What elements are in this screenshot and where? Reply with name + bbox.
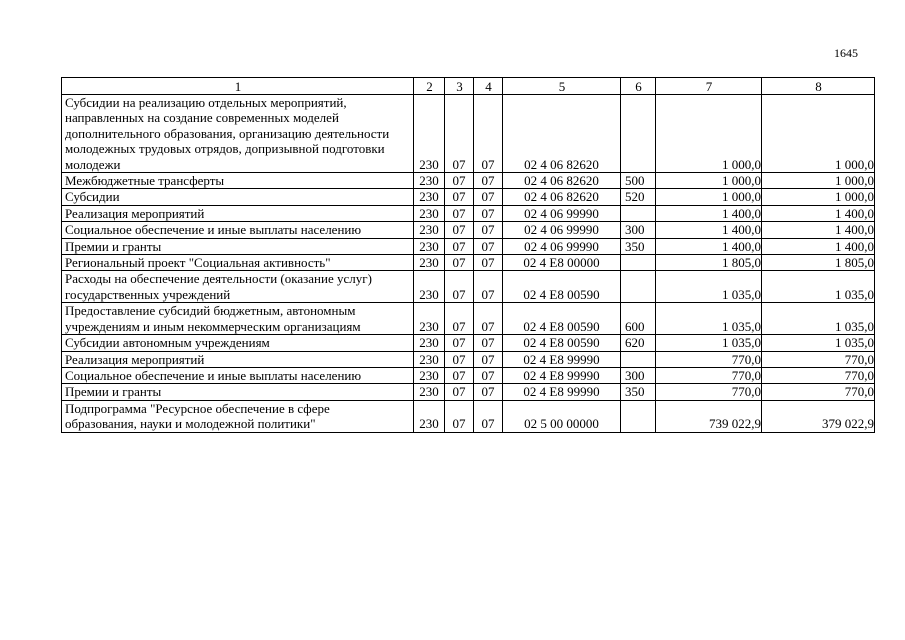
- row-expense-type-cell: 600: [621, 303, 656, 335]
- header-cell-3: 3: [445, 78, 474, 95]
- row-section-cell: 07: [445, 335, 474, 351]
- header-cell-4: 4: [474, 78, 503, 95]
- row-amount-1-cell: 1 035,0: [656, 303, 762, 335]
- row-name-cell: Межбюджетные трансферты: [62, 173, 414, 189]
- row-expense-type-cell: 350: [621, 238, 656, 254]
- row-amount-1-cell: 1 035,0: [656, 271, 762, 303]
- row-amount-1-cell: 770,0: [656, 367, 762, 383]
- row-section-cell: 07: [445, 255, 474, 271]
- row-admin-code-cell: 230: [414, 255, 445, 271]
- row-amount-2-cell: 1 035,0: [762, 335, 875, 351]
- row-section-cell: 07: [445, 95, 474, 173]
- row-target-article-cell: 02 4 E8 00590: [503, 271, 621, 303]
- row-amount-1-cell: 1 000,0: [656, 189, 762, 205]
- row-expense-type-cell: 300: [621, 367, 656, 383]
- row-section-cell: 07: [445, 351, 474, 367]
- row-amount-2-cell: 770,0: [762, 367, 875, 383]
- row-subsection-cell: 07: [474, 351, 503, 367]
- row-amount-2-cell: 1 805,0: [762, 255, 875, 271]
- header-cell-1: 1: [62, 78, 414, 95]
- row-expense-type-cell: [621, 400, 656, 432]
- row-section-cell: 07: [445, 173, 474, 189]
- row-expense-type-cell: [621, 351, 656, 367]
- row-admin-code-cell: 230: [414, 189, 445, 205]
- row-admin-code-cell: 230: [414, 367, 445, 383]
- table-row: [62, 271, 875, 303]
- row-amount-1-cell: 1 400,0: [656, 205, 762, 221]
- row-target-article-cell: 02 4 06 82620: [503, 189, 621, 205]
- row-name-cell: Субсидии автономным учреждениям: [62, 335, 414, 351]
- row-subsection-cell: 07: [474, 400, 503, 432]
- row-amount-2-cell: 770,0: [762, 384, 875, 400]
- row-admin-code-cell: 230: [414, 205, 445, 221]
- row-name-cell: Субсидии: [62, 189, 414, 205]
- header-cell-2: 2: [414, 78, 445, 95]
- row-expense-type-cell: 500: [621, 173, 656, 189]
- table-row: [62, 173, 875, 189]
- row-amount-1-cell: 739 022,9: [656, 400, 762, 432]
- row-amount-2-cell: 770,0: [762, 351, 875, 367]
- header-cell-6: 6: [621, 78, 656, 95]
- row-target-article-cell: 02 4 E8 00000: [503, 255, 621, 271]
- row-amount-2-cell: 1 000,0: [762, 173, 875, 189]
- row-expense-type-cell: [621, 255, 656, 271]
- row-amount-1-cell: 1 805,0: [656, 255, 762, 271]
- row-expense-type-cell: [621, 205, 656, 221]
- row-subsection-cell: 07: [474, 367, 503, 383]
- row-admin-code-cell: 230: [414, 222, 445, 238]
- table-row: [62, 222, 875, 238]
- table-row: [62, 384, 875, 400]
- row-subsection-cell: 07: [474, 95, 503, 173]
- row-section-cell: 07: [445, 367, 474, 383]
- row-section-cell: 07: [445, 400, 474, 432]
- row-amount-1-cell: 1 035,0: [656, 335, 762, 351]
- row-target-article-cell: 02 5 00 00000: [503, 400, 621, 432]
- row-subsection-cell: 07: [474, 384, 503, 400]
- row-admin-code-cell: 230: [414, 351, 445, 367]
- row-expense-type-cell: [621, 95, 656, 173]
- row-target-article-cell: 02 4 06 82620: [503, 95, 621, 173]
- row-amount-1-cell: 1 400,0: [656, 238, 762, 254]
- row-subsection-cell: 07: [474, 255, 503, 271]
- row-subsection-cell: 07: [474, 205, 503, 221]
- row-amount-1-cell: 1 000,0: [656, 95, 762, 173]
- row-admin-code-cell: 230: [414, 271, 445, 303]
- row-section-cell: 07: [445, 303, 474, 335]
- row-amount-2-cell: 1 000,0: [762, 95, 875, 173]
- header-row: [62, 78, 875, 95]
- row-name-cell: Социальное обеспечение и иные выплаты населению: [62, 222, 414, 238]
- row-section-cell: 07: [445, 384, 474, 400]
- row-target-article-cell: 02 4 06 99990: [503, 222, 621, 238]
- row-amount-1-cell: 1 000,0: [656, 173, 762, 189]
- row-name-cell: Региональный проект "Социальная активность": [62, 255, 414, 271]
- row-amount-2-cell: 1 400,0: [762, 238, 875, 254]
- row-section-cell: 07: [445, 189, 474, 205]
- row-name-cell: Расходы на обеспечение деятельности (оказание услуг) государственных учреждений: [62, 271, 414, 303]
- row-name-cell: Социальное обеспечение и иные выплаты населению: [62, 367, 414, 383]
- row-admin-code-cell: 230: [414, 303, 445, 335]
- row-amount-1-cell: 770,0: [656, 351, 762, 367]
- budget-table: [61, 77, 875, 433]
- row-subsection-cell: 07: [474, 238, 503, 254]
- row-amount-2-cell: 1 400,0: [762, 222, 875, 238]
- row-subsection-cell: 07: [474, 222, 503, 238]
- page-number: 1645: [834, 46, 858, 60]
- row-target-article-cell: 02 4 06 99990: [503, 238, 621, 254]
- row-subsection-cell: 07: [474, 173, 503, 189]
- row-target-article-cell: 02 4 E8 99990: [503, 384, 621, 400]
- row-target-article-cell: 02 4 E8 00590: [503, 303, 621, 335]
- row-name-cell: Предоставление субсидий бюджетным, автономным учреждениям и иным некоммерческим организациям: [62, 303, 414, 335]
- row-target-article-cell: 02 4 E8 99990: [503, 367, 621, 383]
- row-target-article-cell: 02 4 E8 00590: [503, 335, 621, 351]
- row-expense-type-cell: 350: [621, 384, 656, 400]
- row-section-cell: 07: [445, 205, 474, 221]
- row-admin-code-cell: 230: [414, 384, 445, 400]
- row-admin-code-cell: 230: [414, 335, 445, 351]
- table-row: [62, 238, 875, 254]
- row-expense-type-cell: 520: [621, 189, 656, 205]
- table-row: [62, 335, 875, 351]
- row-name-cell: Реализация мероприятий: [62, 205, 414, 221]
- row-target-article-cell: 02 4 06 99990: [503, 205, 621, 221]
- row-admin-code-cell: 230: [414, 173, 445, 189]
- row-expense-type-cell: 300: [621, 222, 656, 238]
- row-admin-code-cell: 230: [414, 400, 445, 432]
- row-amount-2-cell: 1 000,0: [762, 189, 875, 205]
- table-row: [62, 189, 875, 205]
- row-expense-type-cell: [621, 271, 656, 303]
- table-row: [62, 255, 875, 271]
- table-row: [62, 367, 875, 383]
- row-amount-2-cell: 1 035,0: [762, 271, 875, 303]
- row-amount-2-cell: 379 022,9: [762, 400, 875, 432]
- row-admin-code-cell: 230: [414, 238, 445, 254]
- row-admin-code-cell: 230: [414, 95, 445, 173]
- row-name-cell: Реализация мероприятий: [62, 351, 414, 367]
- table-row: [62, 400, 875, 432]
- header-cell-5: 5: [503, 78, 621, 95]
- row-name-cell: Премии и гранты: [62, 238, 414, 254]
- row-name-cell: Подпрограмма "Ресурсное обеспечение в сфере образования, науки и молодежной политики": [62, 400, 414, 432]
- row-name-cell: Субсидии на реализацию отдельных мероприятий, направленных на создание современных моделей дополнительного образования, организацию деятельности молодежных трудовых отрядов, допризывной подготовки молодежи: [62, 95, 414, 173]
- row-subsection-cell: 07: [474, 303, 503, 335]
- row-section-cell: 07: [445, 238, 474, 254]
- row-amount-2-cell: 1 035,0: [762, 303, 875, 335]
- row-subsection-cell: 07: [474, 335, 503, 351]
- row-subsection-cell: 07: [474, 271, 503, 303]
- row-expense-type-cell: 620: [621, 335, 656, 351]
- table-row: [62, 303, 875, 335]
- row-amount-2-cell: 1 400,0: [762, 205, 875, 221]
- table-row: [62, 95, 875, 173]
- row-target-article-cell: 02 4 06 82620: [503, 173, 621, 189]
- row-subsection-cell: 07: [474, 189, 503, 205]
- row-name-cell: Премии и гранты: [62, 384, 414, 400]
- header-cell-7: 7: [656, 78, 762, 95]
- row-amount-1-cell: 1 400,0: [656, 222, 762, 238]
- row-target-article-cell: 02 4 E8 99990: [503, 351, 621, 367]
- row-section-cell: 07: [445, 271, 474, 303]
- table-row: [62, 205, 875, 221]
- row-amount-1-cell: 770,0: [656, 384, 762, 400]
- header-cell-8: 8: [762, 78, 875, 95]
- row-section-cell: 07: [445, 222, 474, 238]
- table-row: [62, 351, 875, 367]
